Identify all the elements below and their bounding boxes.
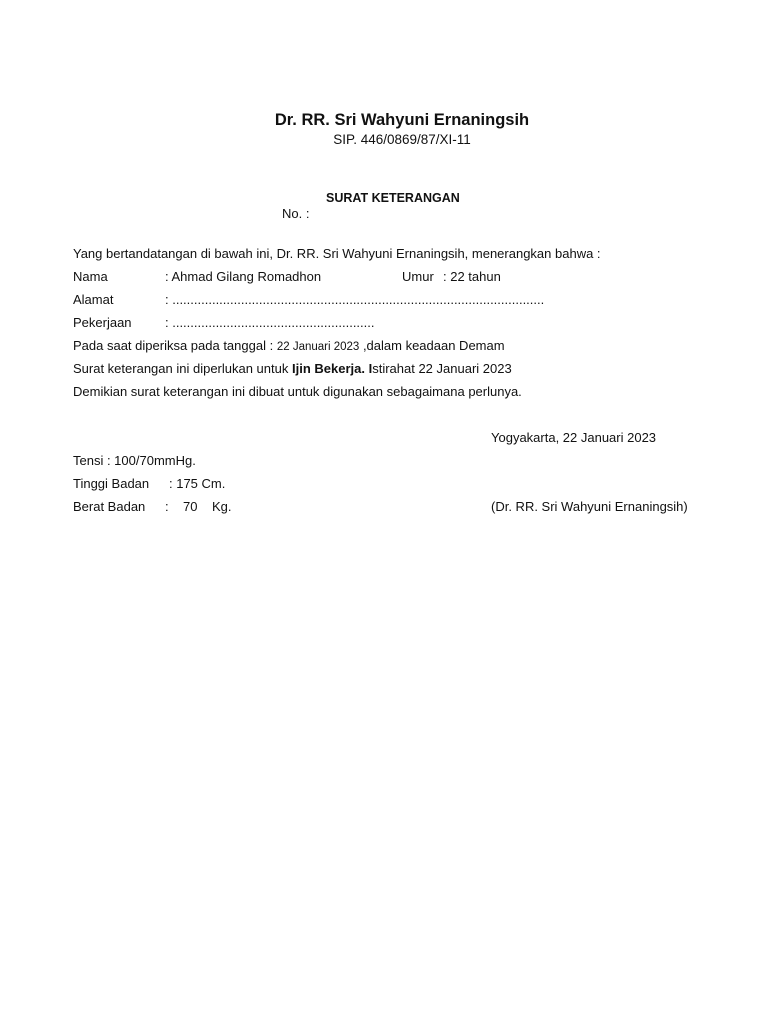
tinggi-value: : 175 Cm. (169, 476, 226, 491)
closing-text: Demikian surat keterangan ini dibuat untuk digunakan sebagaimana perlunya. (73, 384, 522, 399)
exam-date: 22 Januari 2023 (276, 341, 360, 353)
place-date: Yogyakarta, 22 Januari 2023 (491, 430, 657, 445)
purpose-suffix: stirahat 22 Januari 2023 (372, 361, 512, 376)
pekerjaan-value: : ........................................................ (165, 315, 375, 330)
purpose-prefix: Surat keterangan ini diperlukan untuk (73, 361, 289, 376)
purpose-sentence (73, 362, 512, 375)
exam-suffix: ,dalam keadaan Demam (362, 338, 505, 353)
umur-value: : 22 tahun (443, 269, 501, 284)
exam-prefix: Pada saat diperiksa pada tanggal : (73, 338, 274, 353)
purpose-bold: Ijin Bekerja. I (292, 361, 373, 376)
berat-label: Berat Badan (73, 499, 146, 514)
sip-number: SIP. 446/0869/87/XI-11 (333, 132, 471, 147)
tinggi-label: Tinggi Badan (73, 476, 150, 491)
intro-text: Yang bertandatangan di bawah ini, Dr. RR. Sri Wahyuni Ernaningsih, menerangkan bahwa : (73, 246, 601, 261)
berat-value: : 70 Kg. (165, 499, 232, 514)
alamat-value: : ....................................................................................................... (165, 292, 545, 307)
nama-value: : Ahmad Gilang Romadhon (165, 269, 322, 284)
signature-name: (Dr. RR. Sri Wahyuni Ernaningsih) (491, 499, 688, 514)
alamat-label: Alamat (73, 292, 114, 307)
doctor-name: Dr. RR. Sri Wahyuni Ernaningsih (274, 111, 530, 129)
tensi-text: Tensi : 100/70mmHg. (73, 453, 196, 468)
letter-number-label: No. : (282, 206, 310, 221)
umur-label: Umur (402, 269, 434, 284)
letter-title: SURAT KETERANGAN (326, 191, 460, 205)
exam-sentence (73, 339, 505, 354)
nama-label: Nama (73, 269, 108, 284)
pekerjaan-label: Pekerjaan (73, 315, 132, 330)
